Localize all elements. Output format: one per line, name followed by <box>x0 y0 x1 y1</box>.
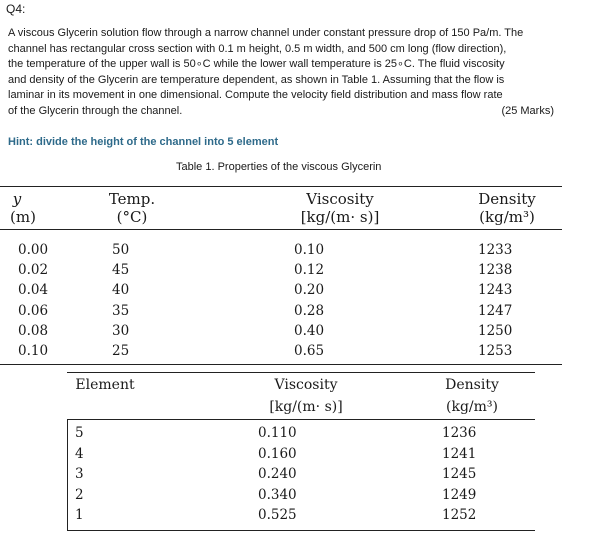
table1-caption: Table 1. Properties of the viscous Glycerin <box>176 161 382 173</box>
table2-cell: 0.240 <box>258 466 297 483</box>
question-line: laminar in its movement in one dimensional. Compute the velocity field distribution and mass flow rate <box>8 89 503 102</box>
table1 <box>0 186 601 366</box>
table1-cell: 25 <box>112 343 130 359</box>
table1-cell: 0.10 <box>294 242 325 258</box>
table1-cell: 0.10 <box>18 343 49 359</box>
header-line2: (kg/m³) <box>446 399 498 415</box>
table2-top-rule <box>67 372 535 373</box>
table2-cell: 1245 <box>442 466 477 483</box>
header-line2: (°C) <box>116 208 148 226</box>
header-line1: y <box>12 190 22 208</box>
table2-cell: 4 <box>75 445 84 462</box>
table2-cell: 1252 <box>442 507 477 524</box>
table1-cell: 0.40 <box>294 322 325 339</box>
table1-cell: 1253 <box>478 343 513 359</box>
table1-cell: 0.02 <box>18 262 49 279</box>
table1-cell: 1233 <box>478 242 513 258</box>
question-line: channel has rectangular cross section with 0.1 m height, 0.5 m width, and 500 cm long (flow direction), <box>8 42 507 55</box>
table2-cell: 0.340 <box>258 486 297 503</box>
table2-bottom-rule <box>67 530 535 531</box>
table2 <box>0 372 601 542</box>
header-line2: (kg/m³) <box>479 208 535 226</box>
table1-cell: 30 <box>112 322 130 339</box>
table2-cell: 2 <box>75 486 84 503</box>
question-text <box>8 26 554 120</box>
hint-text: Hint: divide the height of the channel into 5 element <box>8 136 279 148</box>
table2-header-element <box>70 374 140 396</box>
table1-cell: 0.04 <box>18 282 49 299</box>
table1-cell: 45 <box>112 262 130 279</box>
table1-cell: 0.08 <box>18 322 49 339</box>
table2-header-density <box>430 374 514 418</box>
question-line: the temperature of the upper wall is 50∘C while the lower wall temperature is 25∘C. The fluid viscosity <box>8 58 505 71</box>
table1-cell: 1243 <box>478 282 513 299</box>
table2-cell: 0.525 <box>258 507 297 524</box>
table1-cell: 50 <box>112 242 130 258</box>
table2-cell: 1236 <box>442 425 477 441</box>
header-line2: (m) <box>10 208 36 226</box>
question-last-line <box>8 104 554 120</box>
table1-cell: 0.12 <box>294 262 325 279</box>
table1-header-rule <box>0 229 562 230</box>
table1-header-viscosity <box>280 190 400 226</box>
table1-cell: 0.65 <box>294 343 325 359</box>
header-line2: [kg/(m· s)] <box>300 208 380 226</box>
table2-header-viscosity <box>248 374 364 418</box>
table1-cell: 40 <box>112 282 130 299</box>
table1-cell: 1238 <box>478 262 513 279</box>
table1-cell: 1247 <box>478 302 513 319</box>
header-line1: Density <box>445 377 499 393</box>
table2-header-rule <box>67 419 535 420</box>
table1-cell: 0.20 <box>294 282 325 299</box>
table1-header-y <box>10 190 36 226</box>
table2-cell: 1241 <box>442 445 477 462</box>
question-line: and density of the Glycerin are temperature dependent, as shown in Table 1. Assuming that the flow is <box>8 73 505 86</box>
table2-cell: 1249 <box>442 486 477 503</box>
table1-cell: 0.28 <box>294 302 325 319</box>
table1-cell: 35 <box>112 302 130 319</box>
table1-header-temp <box>100 190 164 226</box>
table1-header-density <box>465 190 549 226</box>
table2-cell: 0.160 <box>258 445 297 462</box>
table2-cell: 3 <box>75 466 84 483</box>
table2-cell: 1 <box>75 507 84 524</box>
header-line1: Element <box>75 377 135 393</box>
table1-cell: 1250 <box>478 322 513 339</box>
header-line2: [kg/(m· s)] <box>269 399 343 415</box>
question-line: A viscous Glycerin solution flow through a narrow channel under constant pressure drop of 150 Pa/m. The <box>8 27 524 39</box>
table2-cell: 0.110 <box>258 425 297 441</box>
table2-cell: 5 <box>75 425 84 441</box>
table1-cell: 0.00 <box>18 242 49 258</box>
question-line: of the Glycerin through the channel. <box>8 104 183 117</box>
header-line1: Viscosity <box>306 190 374 208</box>
table1-bottom-rule <box>0 364 562 365</box>
table1-top-rule <box>0 186 562 187</box>
table2-column-divider <box>67 420 68 530</box>
header-line1: Viscosity <box>274 377 338 393</box>
table1-cell: 0.06 <box>18 302 49 319</box>
marks-label: (25 Marks) <box>501 104 554 117</box>
question-number: Q4: <box>6 2 26 16</box>
header-line1: Density <box>478 190 536 208</box>
header-line1: Temp. <box>108 190 156 208</box>
